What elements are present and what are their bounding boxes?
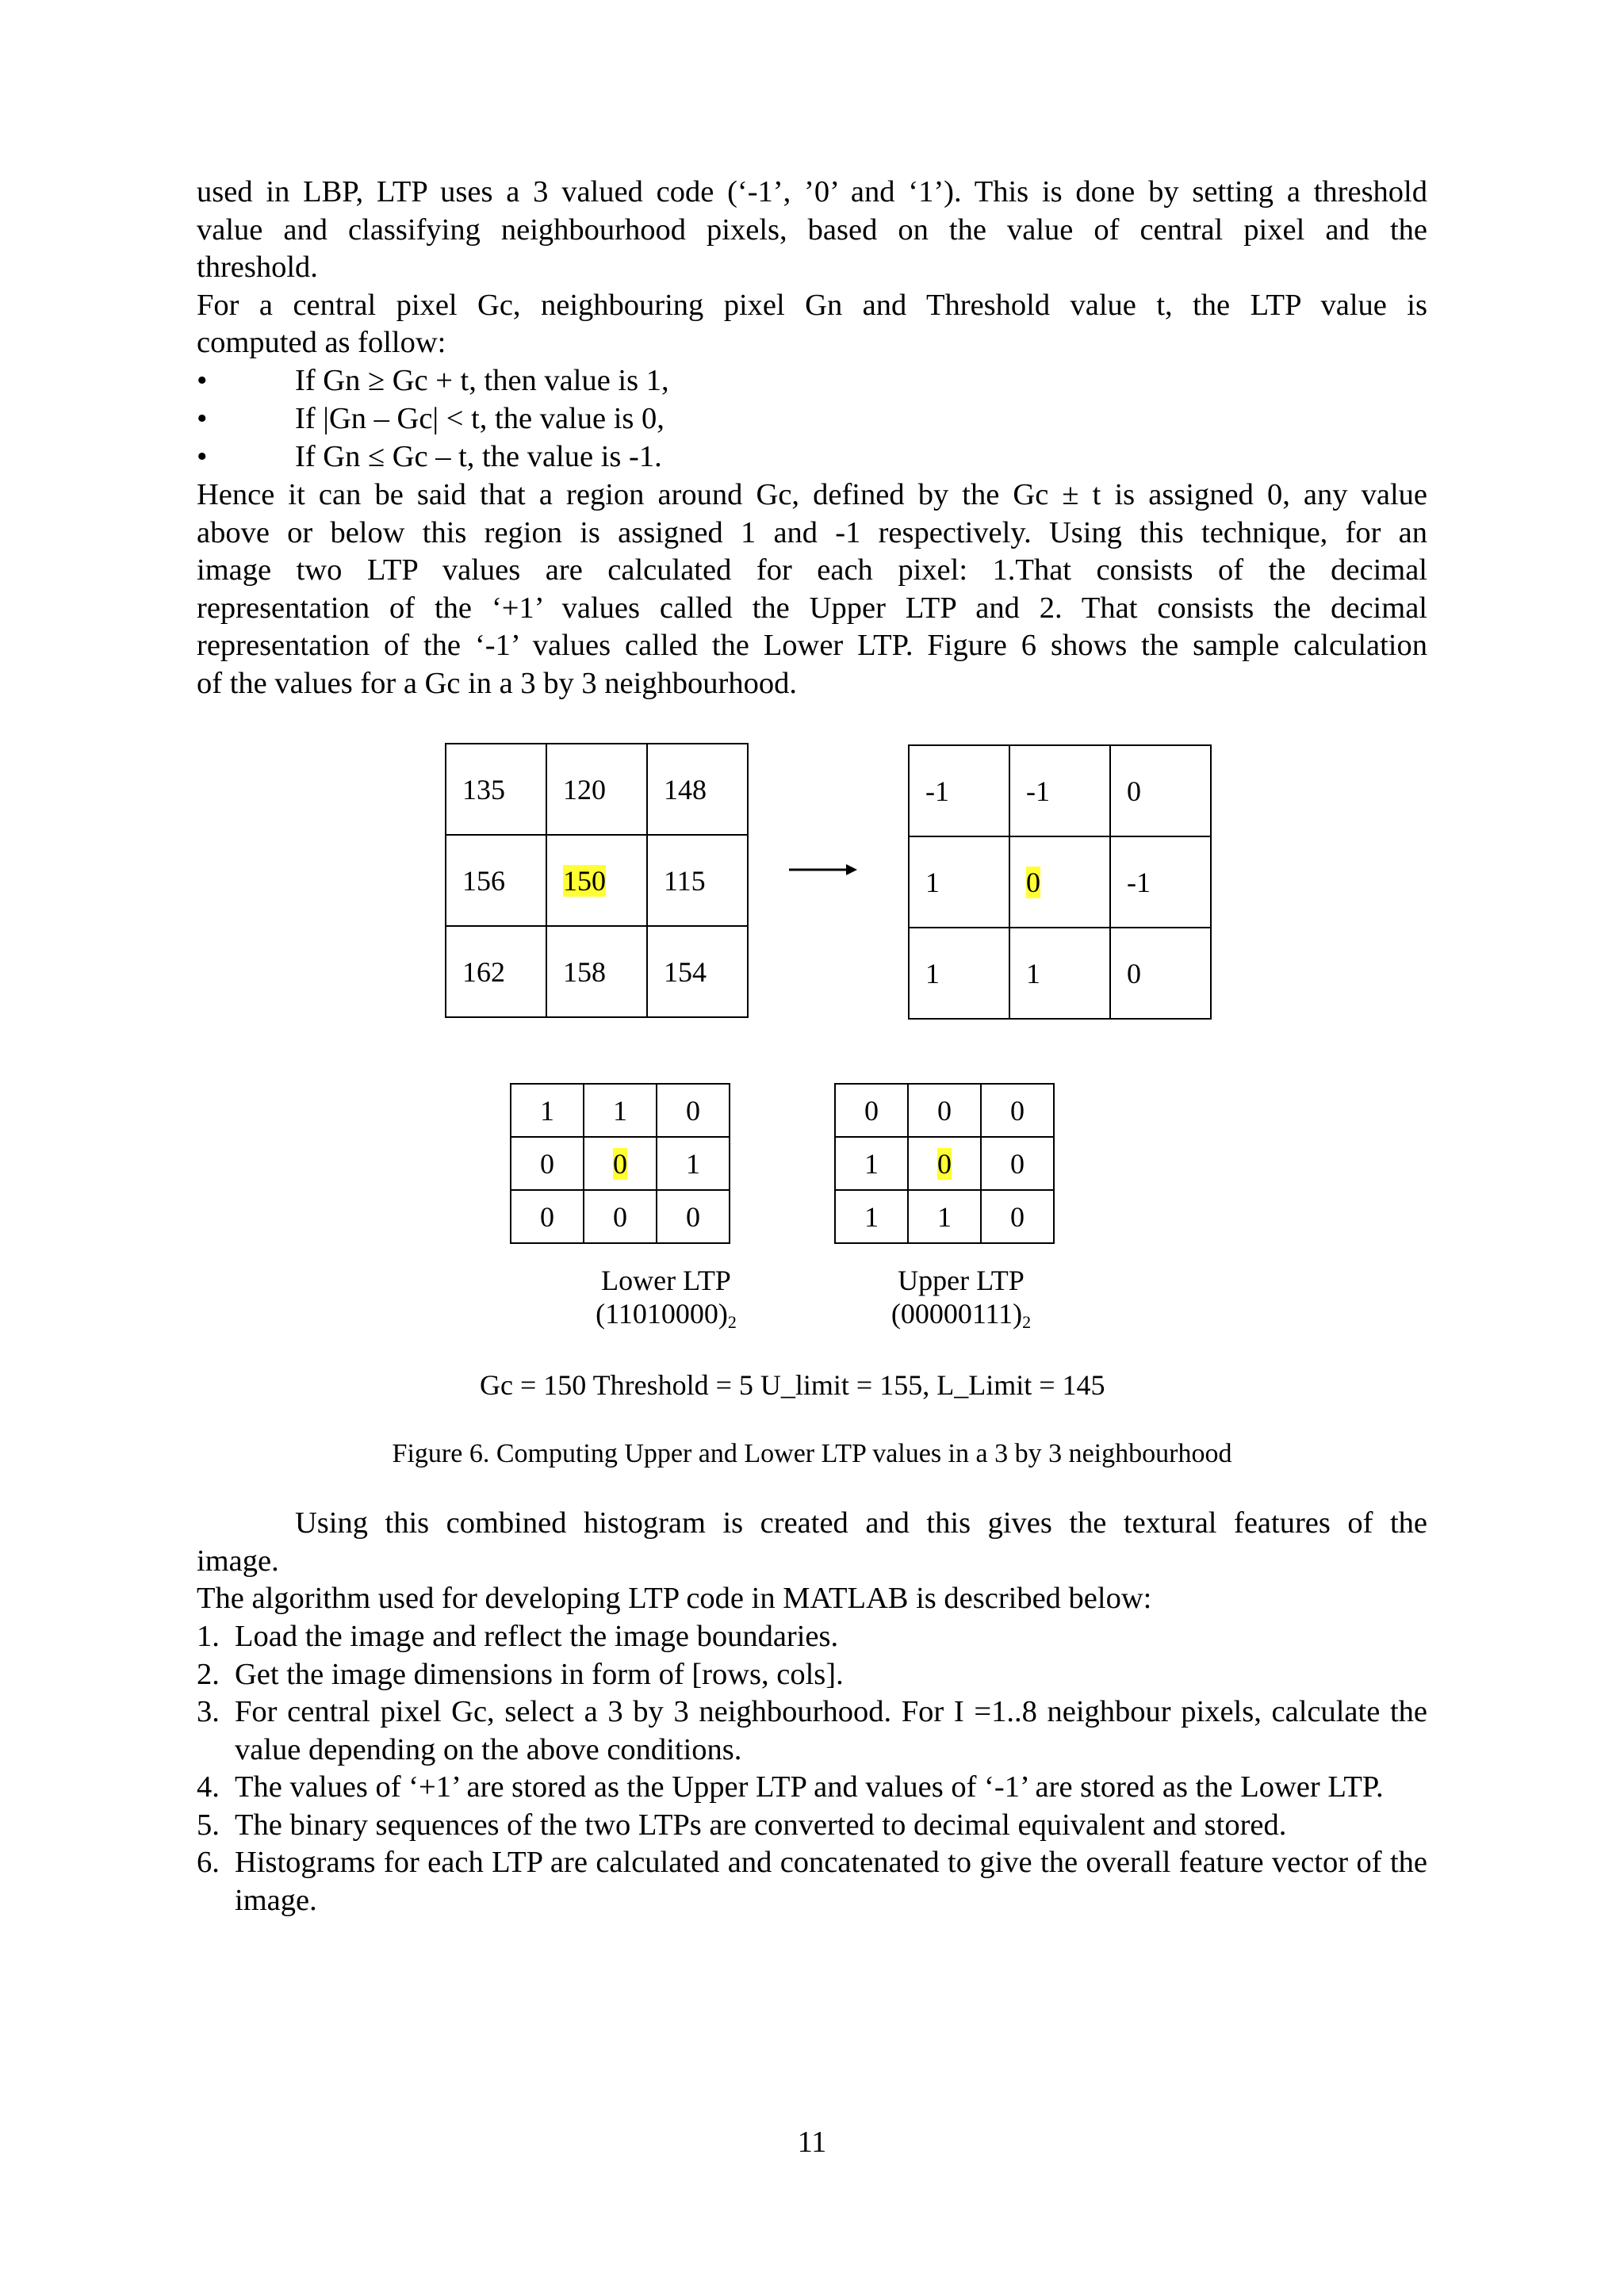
text-line: Using this combined histogram is created and this gives the textural features of the [295,1506,1427,1540]
text-line: above or below this region is assigned 1 and -1 respectively. Using this technique, for an [197,515,1427,549]
bullet-icon: • [197,402,208,435]
matrix-cell: 135 [446,744,546,835]
matrix-cell: 0 [511,1137,584,1190]
matrix-cell: 0 [511,1190,584,1243]
matrix-cell: 0 [908,1084,981,1137]
algorithm-list [197,1618,1427,1919]
page-number: 11 [797,2126,827,2159]
matrix-cell: -1 [1009,745,1110,836]
intro-paragraph [197,174,1427,362]
list-number: 3. [197,1695,220,1728]
ternary-matrix [908,744,1212,1020]
text-line: threshold. [197,251,318,284]
text-line: used in LBP, LTP uses a 3 valued code (‘-1’, ’0’ and ‘1’). This is done by setting a threshold [197,175,1427,209]
text-line: Hence it can be said that a region around Gc, defined by the Gc ± t is assigned 0, any value [197,478,1427,511]
list-text: Get the image dimensions in form of [rows, cols]. [235,1657,844,1691]
list-number: 5. [197,1808,220,1842]
explanation-paragraph [197,476,1427,702]
figure-caption: Figure 6. Computing Upper and Lower LTP values in a 3 by 3 neighbourhood [392,1439,1232,1468]
upper-ltp-caption [842,1264,1080,1339]
highlighted-center-cell: 0 [1026,866,1040,898]
matrix-cell: 1 [511,1084,584,1137]
matrix-cell: 158 [546,926,647,1017]
upper-ltp-matrix [834,1083,1055,1244]
matrix-cell: 0 [835,1084,908,1137]
list-number: 6. [197,1846,220,1879]
binary-base: 2 [1022,1312,1032,1332]
bullet-icon: • [197,440,208,473]
histogram-paragraph [197,1505,1427,1618]
lower-ltp-code: (11010000) [596,1298,728,1330]
upper-ltp-label: Upper LTP [898,1265,1025,1296]
matrix-cell: 1 [657,1137,730,1190]
bullet-text: If Gn ≤ Gc – t, the value is -1. [295,440,662,473]
list-text: Histograms for each LTP are calculated and concatenated to give the overall feature vector of the image. [235,1846,1427,1917]
text-line: of the values for a Gc in a 3 by 3 neighbourhood. [197,666,797,700]
list-item [197,1693,1427,1769]
text-line: representation of the ‘+1’ values called the Upper LTP and 2. That consists the decimal [197,591,1427,625]
matrix-cell: 148 [647,744,748,835]
list-number: 2. [197,1657,220,1691]
bullet-icon: • [197,364,208,397]
list-item [197,1656,1427,1694]
list-text: Load the image and reflect the image boundaries. [235,1620,839,1653]
arrow-right-icon [787,860,859,879]
list-item [197,1844,1427,1919]
matrix-cell: 0 [657,1190,730,1243]
matrix-cell: 156 [446,835,546,926]
text-line: For a central pixel Gc, neighbouring pixel Gn and Threshold value t, the LTP value is [197,288,1427,322]
matrix-cell: 1 [835,1190,908,1243]
list-item [197,1807,1427,1845]
matrix-cell: 1 [584,1084,657,1137]
matrix-cell: 1 [1009,928,1110,1019]
matrix-cell: 0 [1110,928,1211,1019]
lower-ltp-label: Lower LTP [601,1265,731,1296]
matrix-cell: -1 [909,745,1009,836]
matrix-cell: 162 [446,926,546,1017]
matrix-cell: 1 [909,836,1009,928]
highlighted-center-cell: 150 [563,864,606,897]
list-item [197,1769,1427,1807]
upper-ltp-code: (00000111) [891,1298,1023,1330]
algorithm-intro: The algorithm used for developing LTP code in MATLAB is described below: [197,1582,1152,1615]
matrix-cell: 0 [981,1190,1054,1243]
text-line: value and classifying neighbourhood pixels, based on the value of central pixel and the [197,212,1427,247]
list-number: 4. [197,1770,220,1804]
matrix-cell: 0 [657,1084,730,1137]
highlighted-center-cell: 0 [937,1147,952,1180]
matrix-cell: 0 [981,1137,1054,1190]
matrix-cell: 154 [647,926,748,1017]
lower-ltp-matrix [510,1083,730,1244]
text-line: representation of the ‘-1’ values called the Lower LTP. Figure 6 shows the sample calculation [197,629,1427,662]
text-line: computed as follow: [197,326,446,359]
figure-parameters: Gc = 150 Threshold = 5 U_limit = 155, L_Limit = 145 [480,1369,1105,1401]
list-text: The values of ‘+1’ are stored as the Upper LTP and values of ‘-1’ are stored as the Lower LTP. [235,1770,1384,1804]
bullet-text: If |Gn – Gc| < t, the value is 0, [295,402,665,435]
lower-ltp-caption [547,1264,785,1339]
matrix-cell: 115 [647,835,748,926]
matrix-cell: 0 [1110,745,1211,836]
text-line: image two LTP values are calculated for each pixel: 1.That consists of the decimal [197,553,1427,587]
matrix-cell: 0 [981,1084,1054,1137]
matrix-cell: 1 [908,1190,981,1243]
list-item [197,1618,1427,1656]
highlighted-center-cell: 0 [613,1147,627,1180]
list-text: For central pixel Gc, select a 3 by 3 neighbourhood. For I =1..8 neighbour pixels, calculate the value depending on the above conditions. [235,1695,1427,1766]
bullet-text: If Gn ≥ Gc + t, then value is 1, [295,364,669,397]
matrix-cell: -1 [1110,836,1211,928]
matrix-cell: 1 [909,928,1009,1019]
list-number: 1. [197,1620,220,1653]
matrix-cell: 0 [584,1190,657,1243]
matrix-cell: 1 [835,1137,908,1190]
text-line: image. [197,1544,279,1578]
binary-base: 2 [727,1312,737,1332]
matrix-cell: 120 [546,744,647,835]
input-matrix [445,743,749,1018]
list-text: The binary sequences of the two LTPs are converted to decimal equivalent and stored. [235,1808,1287,1842]
